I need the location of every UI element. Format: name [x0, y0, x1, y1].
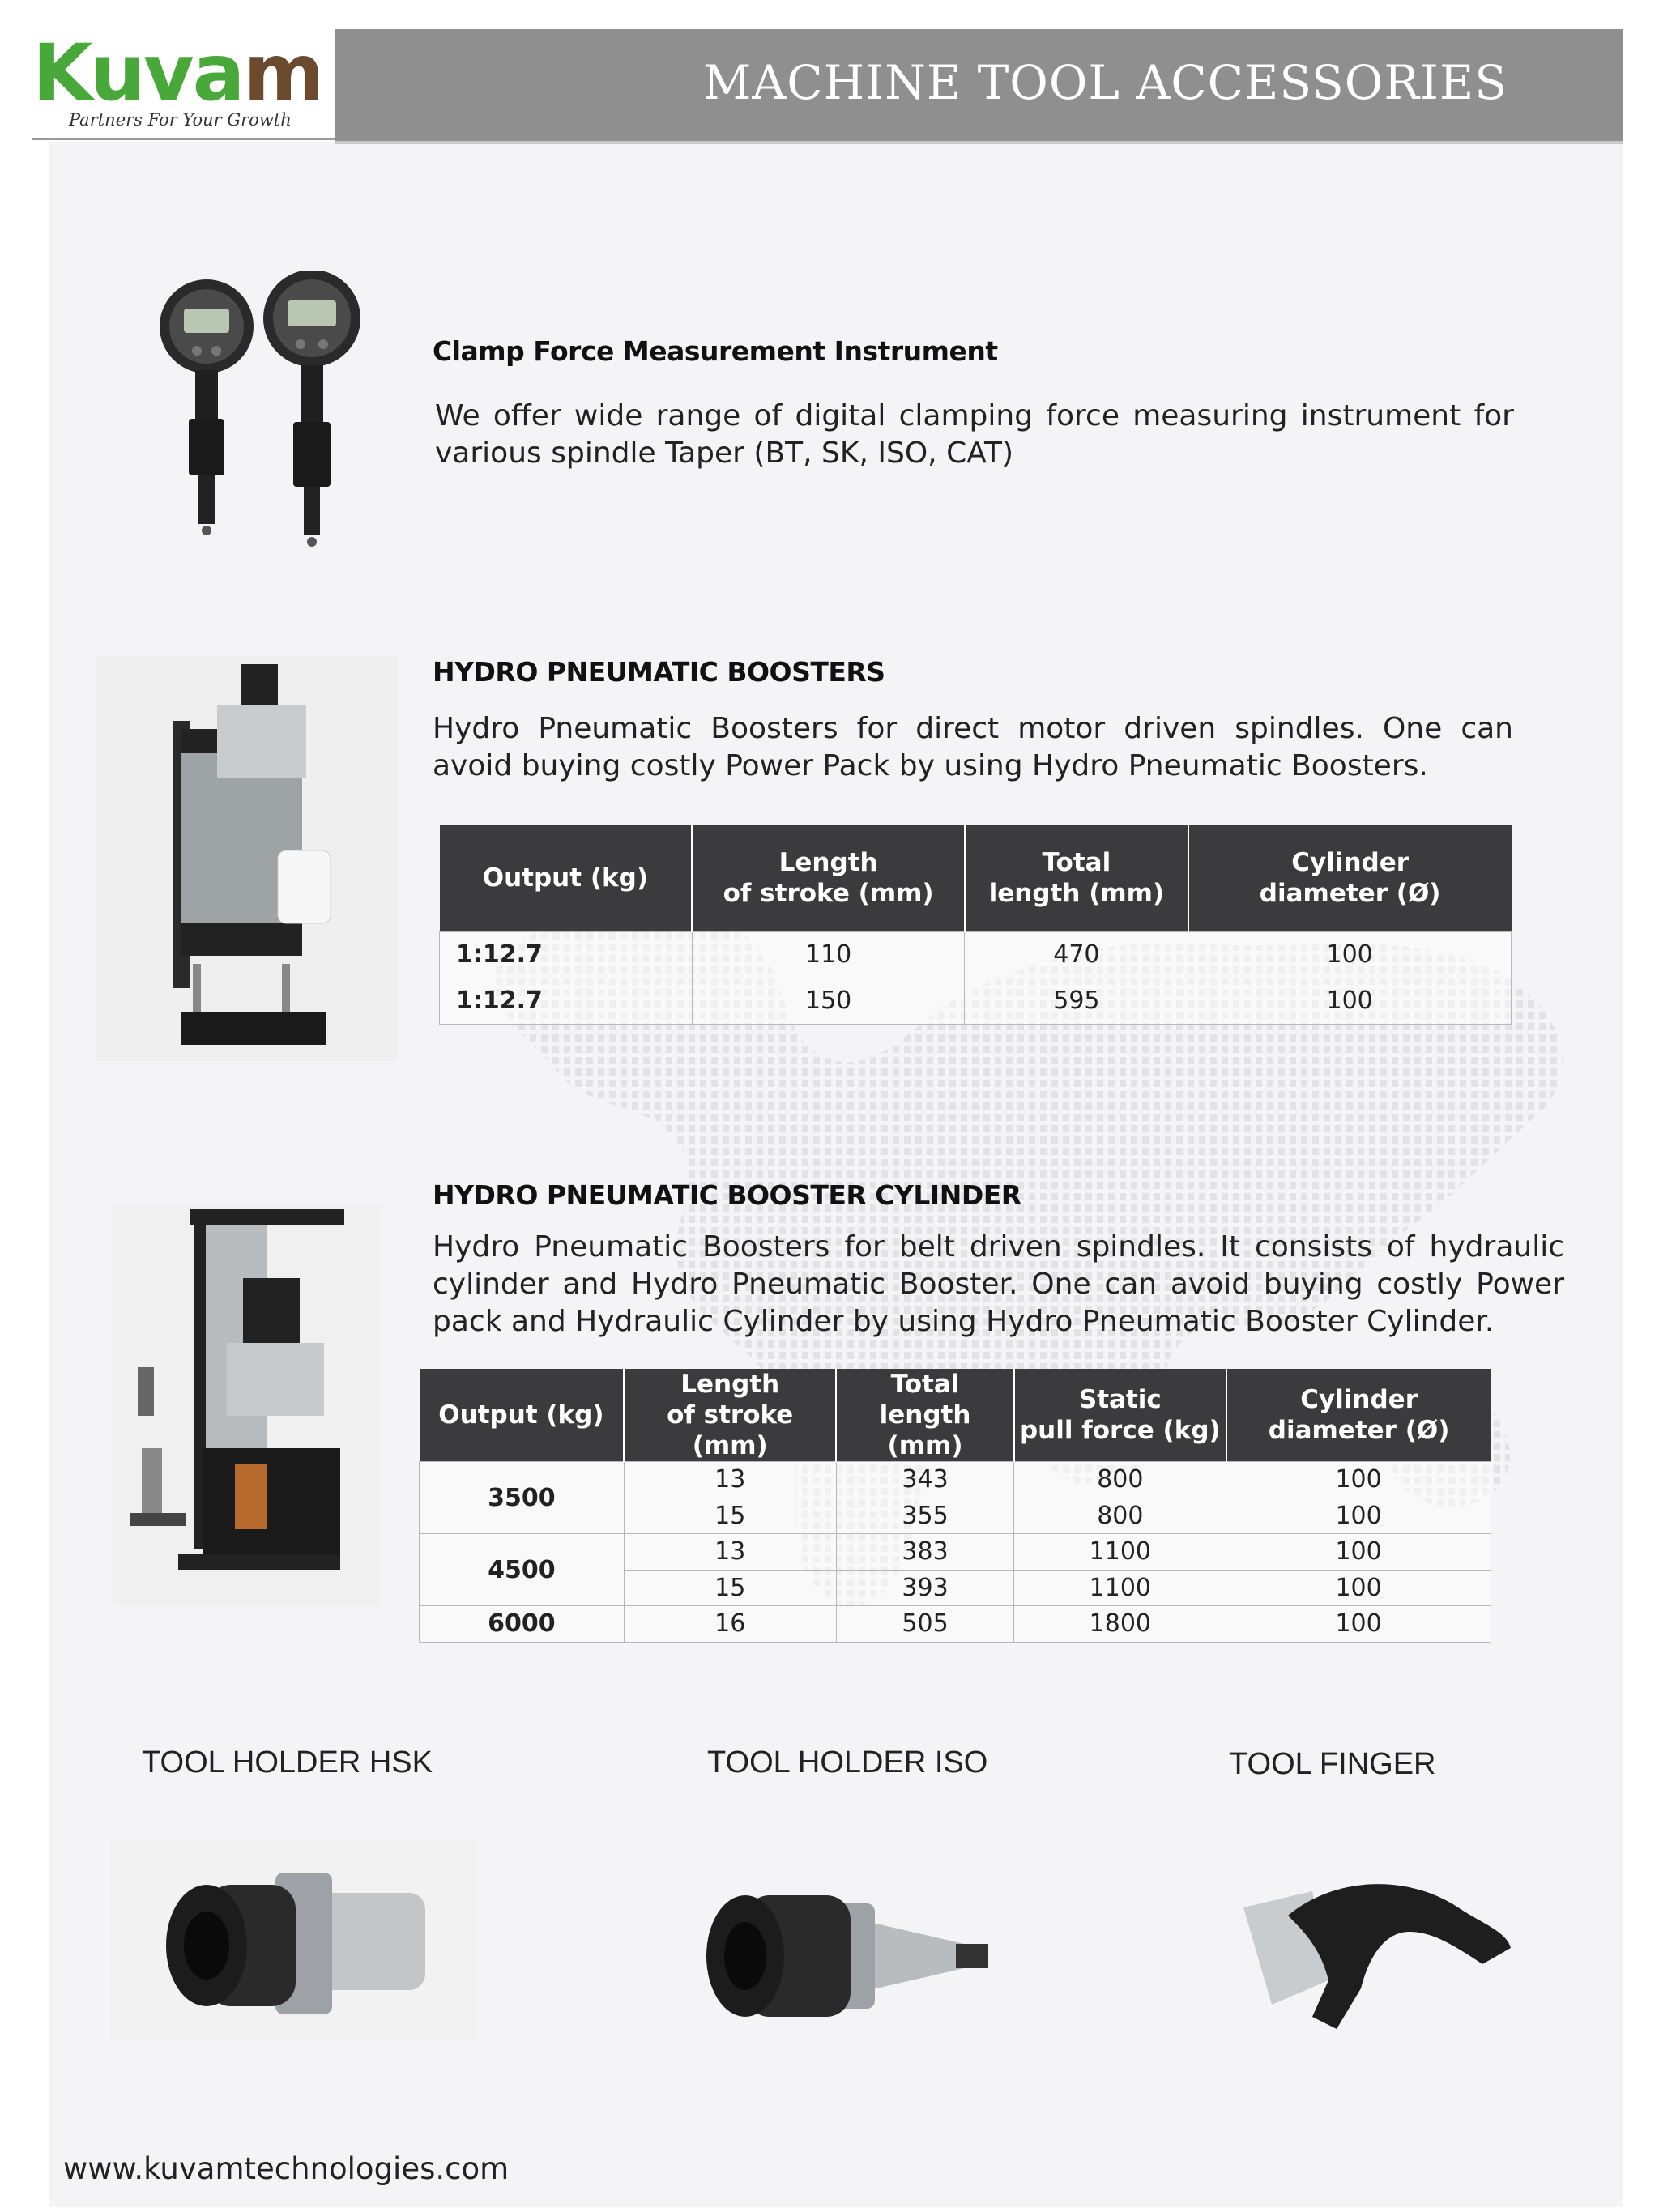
table-cell: 100	[1226, 1462, 1491, 1498]
hydro-pneumatic-booster-image	[96, 656, 397, 1061]
output-group-cell: 6000	[420, 1606, 625, 1643]
table-row	[440, 931, 1512, 978]
kuvam-logo	[32, 28, 332, 142]
table-cell: 355	[836, 1498, 1014, 1534]
table-cell: 150	[692, 978, 965, 1024]
table-cell: 393	[836, 1570, 1014, 1606]
boosters-header-cell: Output (kg)	[440, 825, 693, 931]
booster-cylinder-image	[113, 1205, 381, 1606]
boosters-header-cell: Cylinder diameter (Ø)	[1188, 825, 1512, 931]
table-cell: 1:12.7	[440, 978, 693, 1024]
cylinder-title: HYDRO PNEUMATIC BOOSTER CYLINDER	[433, 1179, 1021, 1211]
table-cell: 470	[965, 931, 1188, 978]
table-cell: 100	[1188, 931, 1512, 978]
logo-divider	[32, 138, 365, 140]
page-title: MACHINE TOOL ACCESSORIES	[702, 55, 1508, 110]
tool-finger-image	[1239, 1859, 1519, 2045]
table-cell: 800	[1014, 1462, 1226, 1498]
table-cell: 100	[1188, 978, 1512, 1024]
cylinder-header-cell: Output (kg)	[420, 1369, 625, 1462]
table-cell: 100	[1226, 1606, 1491, 1643]
header-shadow	[335, 141, 1623, 144]
tool-holder-hsk-image	[109, 1840, 478, 2043]
clamp-force-title: Clamp Force Measurement Instrument	[433, 335, 998, 367]
boosters-header-cell: Length of stroke (mm)	[692, 825, 965, 931]
table-cell: 13	[624, 1534, 836, 1571]
cylinder-table-header	[420, 1369, 1491, 1462]
clamp-force-description: We offer wide range of digital clamping force measuring instrument for various spindle Taper (BT, SK, ISO, CAT)	[435, 399, 1514, 470]
boosters-title: HYDRO PNEUMATIC BOOSTERS	[433, 656, 885, 688]
table-cell: 100	[1226, 1498, 1491, 1534]
logo-text-m: m	[243, 28, 323, 118]
footer-website-url: www.kuvamtechnologies.com	[63, 2151, 510, 2186]
table-cell: 505	[836, 1606, 1014, 1643]
tool-holder-iso-image	[689, 1863, 1004, 2041]
table-cell: 800	[1014, 1498, 1226, 1534]
boosters-table-header	[440, 825, 1512, 931]
tool-finger-label: TOOL FINGER	[1229, 1747, 1436, 1781]
table-cell: 1100	[1014, 1570, 1226, 1606]
cylinder-table	[419, 1369, 1491, 1643]
output-group-cell: 4500	[420, 1534, 625, 1606]
table-cell: 110	[692, 931, 965, 978]
logo-text-ku: Ku	[32, 28, 144, 118]
logo-tagline: Partners For Your Growth	[69, 110, 292, 130]
cylinder-header-cell: Total length (mm)	[836, 1369, 1014, 1462]
table-cell: 100	[1226, 1534, 1491, 1571]
table-cell: 1:12.7	[440, 931, 693, 978]
tool-holder-hsk-label: TOOL HOLDER HSK	[142, 1745, 433, 1779]
table-cell: 15	[624, 1498, 836, 1534]
table-row	[420, 1606, 1491, 1643]
table-cell: 595	[965, 978, 1188, 1024]
output-group-cell: 3500	[420, 1462, 625, 1534]
boosters-header-cell: Total length (mm)	[965, 825, 1188, 931]
boosters-table	[439, 825, 1512, 1025]
logo-wordmark	[32, 28, 323, 118]
cylinder-header-cell: Static pull force (kg)	[1014, 1369, 1226, 1462]
table-cell: 100	[1226, 1570, 1491, 1606]
table-row	[440, 978, 1512, 1024]
table-cell: 1800	[1014, 1606, 1226, 1643]
tool-holder-iso-label: TOOL HOLDER ISO	[707, 1745, 988, 1779]
logo-text-a: a	[192, 28, 244, 118]
cylinder-header-cell: Length of stroke (mm)	[624, 1369, 836, 1462]
table-cell: 13	[624, 1462, 836, 1498]
table-row	[420, 1462, 1491, 1498]
logo-text-v: v	[143, 28, 193, 118]
table-cell: 343	[836, 1462, 1014, 1498]
table-cell: 1100	[1014, 1534, 1226, 1571]
cylinder-description: Hydro Pneumatic Boosters for belt driven spindles. It consists of hydraulic cylinder and Hydro Pneumatic Booster. One can avoid buying costly Power pack and Hydraulic Cylinder by using Hydro Pneumatic Booster Cylinder.	[433, 1230, 1564, 1338]
boosters-description: Hydro Pneumatic Boosters for direct motor driven spindles. One can avoid buying costly Power Pack by using Hydro Pneumatic Boosters.	[433, 712, 1513, 782]
table-cell: 16	[624, 1606, 836, 1643]
table-cell: 15	[624, 1570, 836, 1606]
clamp-force-instrument-image	[150, 271, 377, 551]
table-row	[420, 1534, 1491, 1571]
cylinder-header-cell: Cylinder diameter (Ø)	[1226, 1369, 1491, 1462]
table-cell: 383	[836, 1534, 1014, 1571]
header-bar	[335, 29, 1623, 141]
